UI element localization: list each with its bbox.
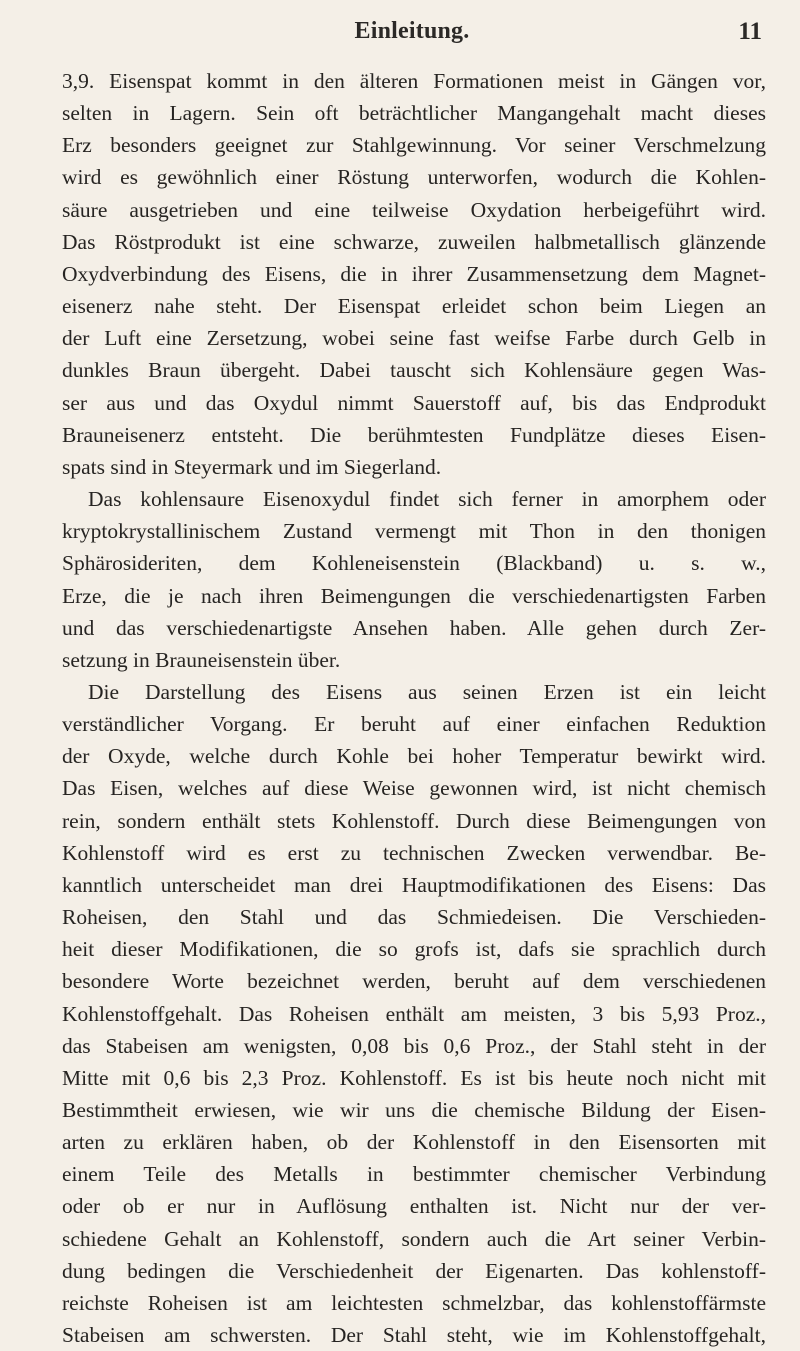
text-line: Die Darstellung des Eisens aus seinen Erzen ist ein leicht bbox=[88, 679, 766, 704]
text-line: Erze, die je nach ihren Beimengungen die verschiedenartigsten Farben bbox=[62, 583, 766, 608]
text-line: ser aus und das Oxydul nimmt Sauerstoff auf, bis das Endprodukt bbox=[62, 390, 766, 415]
text-line: Mitte mit 0,6 bis 2,3 Proz. Kohlenstoff. Es ist bis heute noch nicht mit bbox=[62, 1065, 766, 1090]
text-line: Das Eisen, welches auf diese Weise gewonnen wird, ist nicht chemisch bbox=[62, 776, 766, 801]
text-line: schiedene Gehalt an Kohlenstoff, sondern auch die Art seiner Verbin- bbox=[62, 1226, 766, 1251]
text-line: Kohlenstoffgehalt. Das Roheisen enthält am meisten, 3 bis 5,93 Proz., bbox=[62, 1001, 766, 1026]
text-line: Stabeisen am schwersten. Der Stahl steht, wie im Kohlenstoffgehalt, bbox=[62, 1323, 766, 1348]
text-line: Erz besonders geeignet zur Stahlgewinnung. Vor seiner Verschmelzung bbox=[62, 133, 766, 158]
text-line: verständlicher Vorgang. Er beruht auf einer einfachen Reduktion bbox=[62, 712, 766, 737]
text-line: einem Teile des Metalls in bestimmter chemischer Verbindung bbox=[62, 1162, 766, 1187]
text-line: heit dieser Modifikationen, die so grofs ist, dafs sie sprachlich durch bbox=[62, 937, 766, 962]
paragraph-darstellung bbox=[62, 676, 766, 1351]
text-line: spats sind in Steyermark und im Siegerland. bbox=[62, 454, 442, 479]
running-header bbox=[62, 18, 762, 52]
text-line: Das kohlensaure Eisenoxydul findet sich ferner in amorphem oder bbox=[88, 487, 766, 512]
text-line: kryptokrystallinischem Zustand vermengt mit Thon in den thonigen bbox=[62, 519, 766, 544]
body-text bbox=[62, 65, 766, 1351]
text-line: dung bedingen die Verschiedenheit der Eigenarten. Das kohlenstoff- bbox=[62, 1258, 766, 1283]
page-number: 11 bbox=[738, 18, 762, 45]
text-line: oder ob er nur in Auflösung enthalten ist. Nicht nur der ver- bbox=[62, 1194, 766, 1219]
text-line: wird es gewöhnlich einer Röstung unterworfen, wodurch die Kohlen- bbox=[62, 165, 766, 190]
text-line: setzung in Brauneisenstein über. bbox=[62, 647, 341, 672]
text-line: Das Röstprodukt ist eine schwarze, zuweilen halbmetallisch glänzende bbox=[62, 229, 766, 254]
paragraph-eisenoxydul bbox=[62, 483, 766, 676]
text-line: besondere Worte bezeichnet werden, beruht auf dem verschiedenen bbox=[62, 969, 766, 994]
text-line: das Stabeisen am wenigsten, 0,08 bis 0,6 Proz., der Stahl steht in der bbox=[62, 1033, 766, 1058]
text-line: Sphärosideriten, dem Kohleneisenstein (Blackband) u. s. w., bbox=[62, 551, 766, 576]
running-title: Einleitung. bbox=[354, 18, 470, 44]
text-line: kanntlich unterscheidet man drei Hauptmodifikationen des Eisens: Das bbox=[62, 872, 766, 897]
text-line: rein, sondern enthält stets Kohlenstoff. Durch diese Beimengungen von bbox=[62, 808, 766, 833]
text-line: säure ausgetrieben und eine teilweise Oxydation herbeigeführt wird. bbox=[62, 197, 766, 222]
text-line: Oxydverbindung des Eisens, die in ihrer Zusammensetzung dem Magnet- bbox=[62, 261, 766, 286]
text-line: arten zu erklären haben, ob der Kohlenstoff in den Eisensorten mit bbox=[62, 1130, 766, 1155]
text-line: Brauneisenerz entsteht. Die berühmtesten Fundplätze dieses Eisen- bbox=[62, 422, 766, 447]
text-line: Kohlenstoff wird es erst zu technischen Zwecken verwendbar. Be- bbox=[62, 840, 766, 865]
text-line: 3,9. Eisenspat kommt in den älteren Formationen meist in Gängen vor, bbox=[62, 69, 766, 93]
text-line: dunkles Braun übergeht. Dabei tauscht sich Kohlensäure gegen Was- bbox=[62, 358, 766, 383]
text-line: der Oxyde, welche durch Kohle bei hoher Temperatur bewirkt wird. bbox=[62, 744, 766, 769]
text-line: der Luft eine Zersetzung, wobei seine fast weifse Farbe durch Gelb in bbox=[62, 326, 766, 351]
text-line: und das verschiedenartigste Ansehen haben. Alle gehen durch Zer- bbox=[62, 615, 766, 640]
text-line: reichste Roheisen ist am leichtesten schmelzbar, das kohlenstoffärmste bbox=[62, 1290, 766, 1315]
paragraph-eisenspat bbox=[62, 65, 766, 483]
text-line: selten in Lagern. Sein oft beträchtlicher Mangangehalt macht dieses bbox=[62, 101, 766, 126]
text-line: eisenerz nahe steht. Der Eisenspat erleidet schon beim Liegen an bbox=[62, 294, 766, 319]
text-line: Bestimmtheit erwiesen, wie wir uns die chemische Bildung der Eisen- bbox=[62, 1098, 766, 1122]
text-line: Roheisen, den Stahl und das Schmiedeisen. Die Verschieden- bbox=[62, 905, 766, 930]
